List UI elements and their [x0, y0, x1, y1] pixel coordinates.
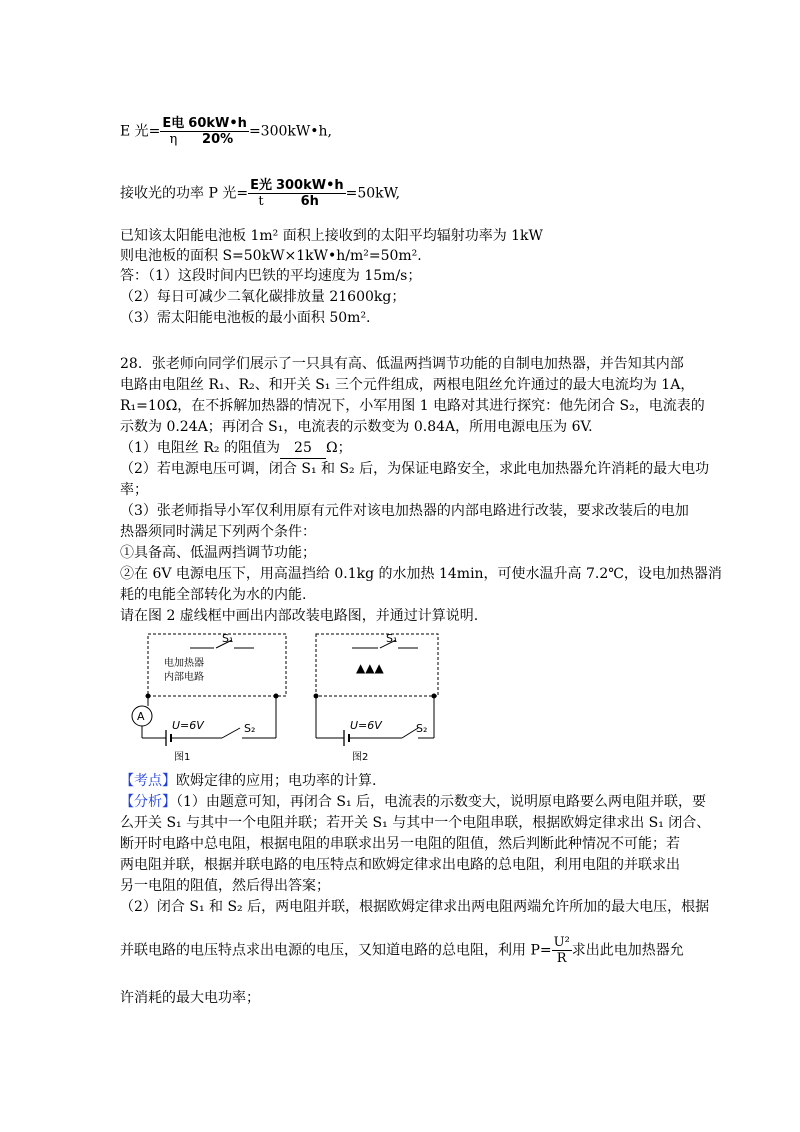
q28-line: ②在 6V 电源电压下，用高温挡给 0.1kg 的水加热 14min，可使水温升高 7.2℃，设电加热器消 [120, 566, 722, 582]
switch-s2-blade [222, 728, 240, 738]
q28-line: 热器须同时满足下列两个条件： [120, 524, 316, 540]
q28-line: 请在图 2 虚线框中画出内部改装电路图，并通过计算说明. [120, 608, 479, 624]
kaodian-line: 【考点】欧姆定律的应用；电功率的计算. [120, 773, 377, 789]
label-inner-circuit: 内部电路 [164, 672, 204, 683]
fenxi-line: （2）闭合 S₁ 和 S₂ 后，两电阻并联，根据欧姆定律求出两电阻两端允许所加的最大电压，根据 [120, 899, 710, 915]
figure-1-circuit [128, 628, 290, 766]
figure-2-circuit [308, 628, 446, 766]
fenxi-line: 许消耗的最大电功率； [120, 990, 260, 1006]
q28-line: 28．张老师向同学们展示了一只具有高、低温两挡调节功能的自制电加热器，并告知其内部 [120, 356, 684, 372]
formula-p-light: 接收光的功率 P 光= $\frac{\text{E光}}{t}$ $\frac{300kW•h}{6h}$ =50kW, [120, 178, 401, 209]
text-line: 已知该太阳能电池板 1m² 面积上接收到的太阳平均辐射功率为 1kW [120, 228, 543, 244]
fenxi-tag: 【分析】 [120, 794, 176, 810]
q28-line: 耗的电能全部转化为水的内能. [120, 587, 307, 603]
figure-2-caption: 图2 [352, 752, 369, 763]
voltage-label: U=6V [350, 719, 382, 732]
triangle-marks: ▲▲▲ [356, 661, 384, 675]
fraction-e-over-t: $\frac{\text{E光}}{t}$ [250, 178, 272, 209]
text-line: （2）每日可减少二氧化碳排放量 21600kg； [120, 289, 406, 305]
fenxi-line: 么开关 S₁ 与其中一个电阻并联；若开关 S₁ 与其中一个电阻串联，根据欧姆定律求出 S₁ 闭合、 [120, 815, 711, 831]
fraction-300-over-6h: $\frac{300kW•h}{6h}$ [275, 178, 344, 209]
answer-blank: 25 [280, 438, 326, 459]
q28-line: （2）若电源电压可调，闭合 S₁ 和 S₂ 后，为保证电路安全，求此电加热器允许消耗的最大电功 [120, 461, 710, 477]
q28-line: 电路由电阻丝 R₁、R₂、和开关 S₁ 三个元件组成，两根电阻丝允许通过的最大电流均为 1A， [120, 377, 695, 393]
label-s2: S₂ [244, 722, 256, 735]
figure-1-caption: 图1 [174, 752, 191, 763]
fraction-u2-over-r: $\frac{\text{U²}}{R}$ [553, 935, 570, 966]
text-line: 答：（1）这段时间内巴铁的平均速度为 15m/s； [120, 268, 422, 284]
fenxi-line: 两电阻并联，根据并联电路的电压特点和欧姆定律求出电路的总电阻，利用电阻的并联求出 [120, 857, 680, 873]
q28-sub1: （1）电阻丝 R₂ 的阻值为 25 Ω； [120, 438, 352, 459]
q28-line: R₁=10Ω，在不拆解加热器的情况下，小军用图 1 电路对其进行探究：他先闭合 S₂，电流表的 [120, 398, 705, 414]
fraction-60-over-20: $\frac{60kW•h}{20\%}$ [188, 116, 247, 147]
label-s1: S₁ [222, 632, 234, 645]
kaodian-tag: 【考点】 [120, 773, 176, 789]
label-s2: S₂ [416, 722, 428, 735]
fraction-e-over-eta: $\frac{\text{E电}}{\eta}$ [162, 116, 185, 147]
fenxi-line: 【分析】（1）由题意可知，再闭合 S₁ 后，电流表的示数变大，说明原电路要么两电阻并联，要 [120, 794, 707, 810]
q28-line: （3）张老师指导小军仅利用原有元件对该电加热器的内部电路进行改装，要求改装后的电加 [120, 503, 689, 519]
fenxi-line: 另一电阻的阻值，然后得出答案； [120, 878, 330, 894]
voltage-label: U=6V [172, 719, 204, 732]
text-line: （3）需太阳能电池板的最小面积 50m². [120, 310, 371, 326]
fenxi-power-line: 并联电路的电压特点求出电源的电压，又知道电路的总电阻，利用 P= $\frac{\text{U²}}{R}$ 求出此电加热器允 [120, 935, 684, 966]
fenxi-line: 断开时电路中总电阻，根据电阻的串联求出另一电阻的阻值，然后判断此种情况不可能；若 [120, 836, 680, 852]
q28-line: 率； [120, 482, 148, 498]
q28-line: ①具备高、低温两挡调节功能； [120, 545, 316, 561]
label-s1: S₁ [386, 632, 398, 645]
formula-e-light: E 光= $\frac{\text{E电}}{\eta}$ $\frac{60kW•h}{20\%}$ =300kW•h, [120, 116, 332, 147]
label-heater: 电加热器 [164, 658, 204, 669]
ammeter-label: A [137, 710, 145, 723]
text-line: 则电池板的面积 S=50kW×1kW•h/m²=50m². [120, 248, 422, 264]
q28-line: 示数为 0.24A；再闭合 S₁，电流表的示数变为 0.84A，所用电源电压为 6V. [120, 419, 593, 435]
